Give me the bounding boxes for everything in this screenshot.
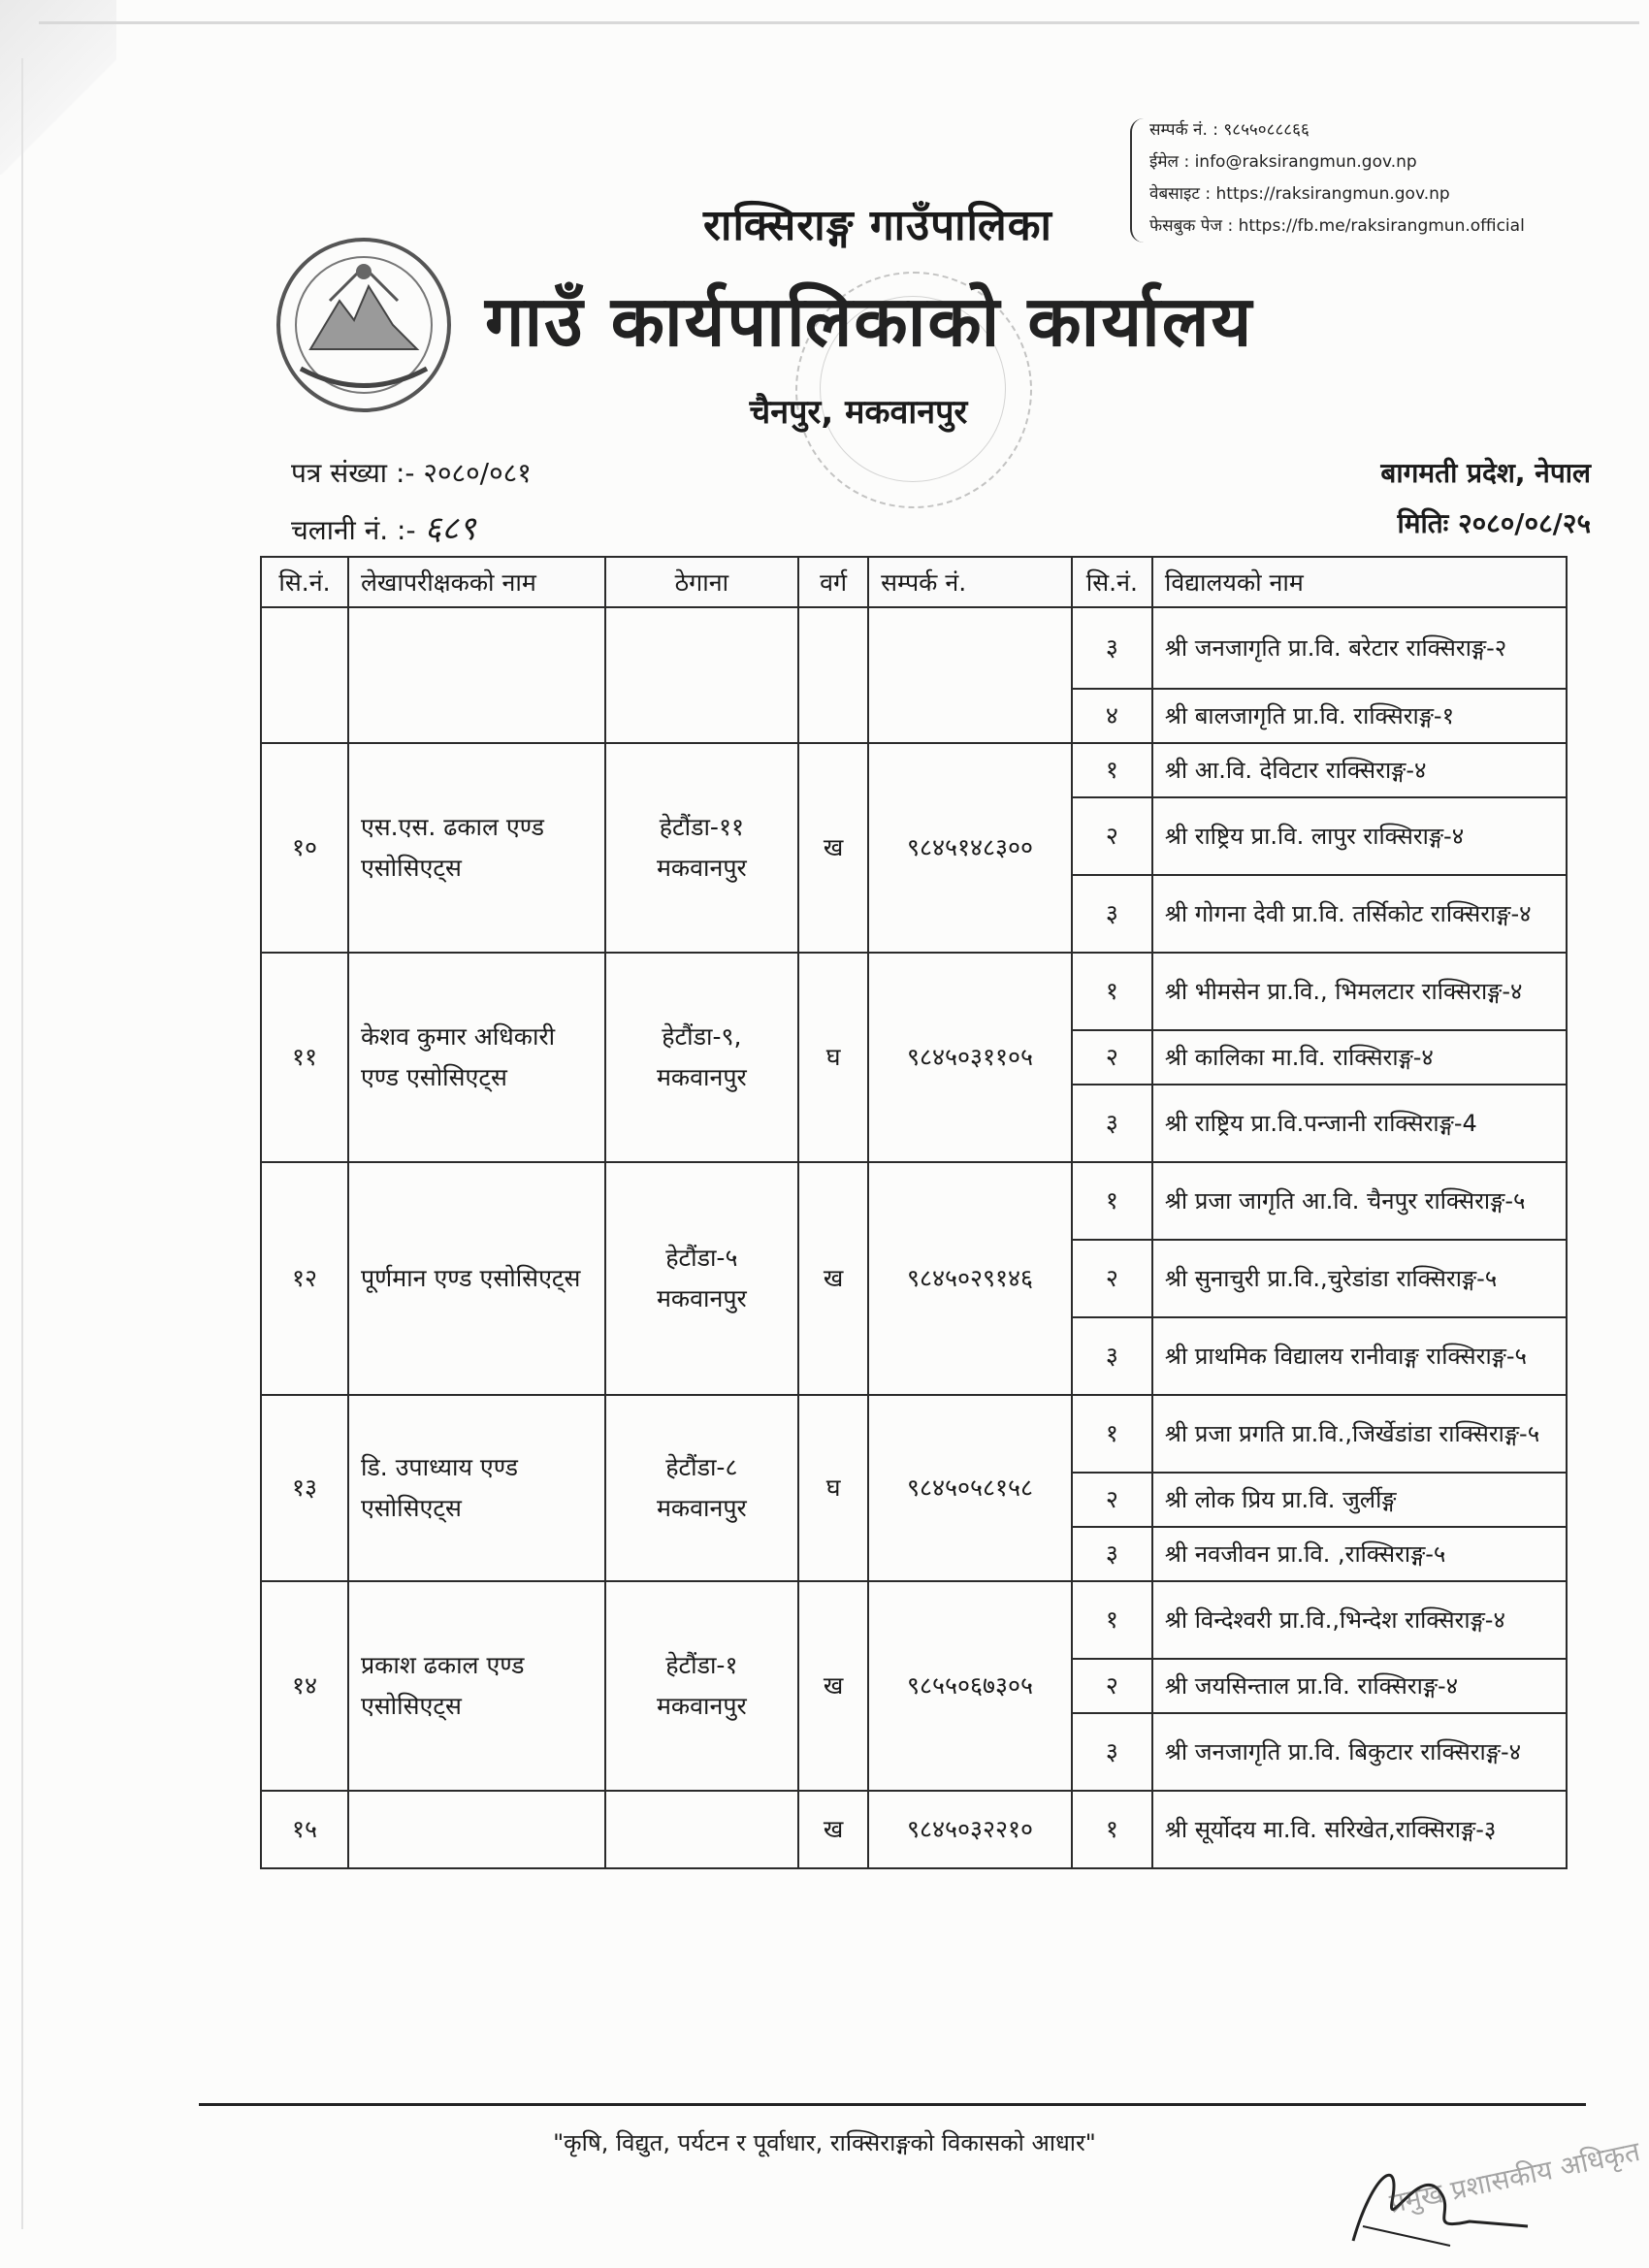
header-contact: सम्पर्क नं.: [868, 557, 1072, 607]
auditor-serial: १३: [261, 1395, 348, 1581]
auditor-name: डि. उपाध्याय एण्ड एसोसिएट्स: [348, 1395, 605, 1581]
municipality-name: राक्सिराङ्ग गाउँपालिका: [703, 201, 1052, 250]
contact-website: वेबसाइट : https://raksirangmun.gov.np: [1149, 184, 1450, 204]
auditor-phone: ९८४५०५८१५८: [868, 1395, 1072, 1581]
school-name: श्री सुनाचुरी प्रा.वि.,चुरेडांडा राक्सिराङ्ग-५: [1152, 1240, 1567, 1317]
school-serial: ३: [1072, 607, 1152, 689]
dispatch-number: [291, 504, 476, 549]
page-fold: [0, 0, 116, 175]
auditor-school-table: [260, 556, 1568, 1869]
school-name: श्री भीमसेन प्रा.वि., भिमलटार राक्सिराङ्ग-४: [1152, 953, 1567, 1030]
auditor-address: हेटौंडा-१ मकवानपुर: [605, 1581, 799, 1791]
auditor-phone: ९८४५०३११०५: [868, 953, 1072, 1162]
school-name: श्री प्रजा प्रगति प्रा.वि.,जिर्खेडांडा राक्सिराङ्ग-५: [1152, 1395, 1567, 1473]
school-name: श्री राष्ट्रिय प्रा.वि.पन्जानी राक्सिराङ्ग-4: [1152, 1085, 1567, 1162]
auditor-category: घ: [798, 953, 868, 1162]
table-row: [261, 1395, 1567, 1473]
school-serial: ३: [1072, 1527, 1152, 1581]
contact-facebook: फेसबुक पेज : https://fb.me/raksirangmun.official: [1149, 216, 1525, 236]
office-location: चैनपुर, मकवानपुर: [749, 393, 968, 432]
scan-edge-top: [39, 21, 1639, 24]
school-name: श्री आ.वि. देविटार राक्सिराङ्ग-४: [1152, 743, 1567, 797]
school-serial: ३: [1072, 1085, 1152, 1162]
school-name: श्री लोक प्रिय प्रा.वि. जुर्लीङ्ग: [1152, 1473, 1567, 1527]
auditor-serial: १५: [261, 1791, 348, 1868]
school-name: श्री गोगना देवी प्रा.वि. तर्सिकोट राक्सिराङ्ग-४: [1152, 875, 1567, 953]
auditor-serial: १४: [261, 1581, 348, 1791]
school-serial: २: [1072, 797, 1152, 875]
office-title: गाउँ कार्यपालिकाको कार्यालय: [485, 280, 1254, 362]
contact-phone: सम्पर्क नं. : ९८५५०८८८६६: [1149, 120, 1310, 140]
auditor-address: हेटौंडा-८ मकवानपुर: [605, 1395, 799, 1581]
contact-email: ईमेल : info@raksirangmun.gov.np: [1149, 152, 1417, 172]
auditor-address: हेटौंडा-११ मकवानपुर: [605, 743, 799, 953]
school-serial: २: [1072, 1659, 1152, 1713]
school-name: श्री प्राथमिक विद्यालय रानीवाङ्ग राक्सिराङ्ग-५: [1152, 1317, 1567, 1395]
auditor-address: हेटौंडा-५ मकवानपुर: [605, 1162, 799, 1395]
school-name: श्री जयसिन्ताल प्रा.वि. राक्सिराङ्ग-४: [1152, 1659, 1567, 1713]
reference-value: २०८०/०८१: [423, 457, 532, 489]
letter-date: मितिः २०८०/०८/२५: [1397, 507, 1591, 539]
auditor-name: प्रकाश ढकाल एण्ड एसोसिएट्स: [348, 1581, 605, 1791]
school-name: श्री प्रजा जागृति आ.वि. चैनपुर राक्सिराङ्ग-५: [1152, 1162, 1567, 1240]
auditor-phone: ९८४५०३२२१०: [868, 1791, 1072, 1868]
school-name: श्री जनजागृति प्रा.वि. बिकुटार राक्सिराङ्ग-४: [1152, 1713, 1567, 1791]
auditor-phone: ९८५५०६७३०५: [868, 1581, 1072, 1791]
school-serial: २: [1072, 1240, 1152, 1317]
auditor-category: ख: [798, 1581, 868, 1791]
school-serial: १: [1072, 743, 1152, 797]
school-serial: १: [1072, 1581, 1152, 1659]
school-serial: २: [1072, 1473, 1152, 1527]
school-serial: २: [1072, 1030, 1152, 1085]
reference-number: [291, 454, 532, 491]
school-serial: १: [1072, 953, 1152, 1030]
auditor-category: ख: [798, 1162, 868, 1395]
auditor-name: एस.एस. ढकाल एण्ड एसोसिएट्स: [348, 743, 605, 953]
auditor-phone: [868, 607, 1072, 743]
scan-edge-left: [21, 58, 23, 2229]
table-header-row: [261, 557, 1567, 607]
auditor-name: पूर्णमान एण्ड एसोसिएट्स: [348, 1162, 605, 1395]
school-name: श्री सूर्योदय मा.वि. सरिखेत,राक्सिराङ्ग-३: [1152, 1791, 1567, 1868]
auditor-name: [348, 607, 605, 743]
school-serial: १: [1072, 1162, 1152, 1240]
auditor-name: [348, 1791, 605, 1868]
dispatch-label: चलानी नं. :-: [291, 514, 416, 546]
school-serial: ४: [1072, 689, 1152, 743]
table-row: [261, 1162, 1567, 1240]
header-auditor-name: लेखापरीक्षकको नाम: [348, 557, 605, 607]
auditor-address: हेटौंडा-९, मकवानपुर: [605, 953, 799, 1162]
auditor-phone: ९८४५१४८३००: [868, 743, 1072, 953]
header-school-name: विद्यालयको नाम: [1152, 557, 1567, 607]
auditor-category: ख: [798, 743, 868, 953]
school-name: श्री कालिका मा.वि. राक्सिराङ्ग-४: [1152, 1030, 1567, 1085]
auditor-serial: ११: [261, 953, 348, 1162]
auditor-serial: [261, 607, 348, 743]
auditor-address: [605, 1791, 799, 1868]
header-category: वर्ग: [798, 557, 868, 607]
header-address: ठेगाना: [605, 557, 799, 607]
dispatch-value: ६८९: [424, 509, 476, 548]
school-name: श्री विन्देश्वरी प्रा.वि.,भिन्देश राक्सिराङ्ग-४: [1152, 1581, 1567, 1659]
school-name: श्री बालजागृति प्रा.वि. राक्सिराङ्ग-१: [1152, 689, 1567, 743]
auditor-address: [605, 607, 799, 743]
reference-label: पत्र संख्या :-: [291, 457, 415, 489]
footer-motto: "कृषि, विद्युत, पर्यटन र पूर्वाधार, राक्सिराङ्गको विकासको आधार": [553, 2129, 1096, 2156]
footer-rule: [199, 2103, 1586, 2106]
school-serial: १: [1072, 1791, 1152, 1868]
school-serial: ३: [1072, 875, 1152, 953]
auditor-category: ख: [798, 1791, 868, 1868]
auditor-serial: १०: [261, 743, 348, 953]
school-serial: १: [1072, 1395, 1152, 1473]
table-row: [261, 607, 1567, 689]
school-name: श्री नवजीवन प्रा.वि. ,राक्सिराङ्ग-५: [1152, 1527, 1567, 1581]
auditor-category: [798, 607, 868, 743]
table-row: [261, 1791, 1567, 1868]
header-serial: सि.नं.: [261, 557, 348, 607]
table-row: [261, 953, 1567, 1030]
school-serial: ३: [1072, 1317, 1152, 1395]
header-school-serial: सि.नं.: [1072, 557, 1152, 607]
table-row: [261, 743, 1567, 797]
auditor-category: घ: [798, 1395, 868, 1581]
school-serial: ३: [1072, 1713, 1152, 1791]
auditor-name: केशव कुमार अधिकारी एण्ड एसोसिएट्स: [348, 953, 605, 1162]
table-row: [261, 1581, 1567, 1659]
school-name: श्री राष्ट्रिय प्रा.वि. लापुर राक्सिराङ्ग-४: [1152, 797, 1567, 875]
province: बागमती प्रदेश, नेपाल: [1380, 457, 1591, 489]
auditor-serial: १२: [261, 1162, 348, 1395]
signature-stamp: प्रमुख प्रशासकीय अधिकृत: [1386, 2135, 1643, 2219]
school-name: श्री जनजागृति प्रा.वि. बरेटार राक्सिराङ्ग-२: [1152, 607, 1567, 689]
auditor-phone: ९८४५०२९१४६: [868, 1162, 1072, 1395]
